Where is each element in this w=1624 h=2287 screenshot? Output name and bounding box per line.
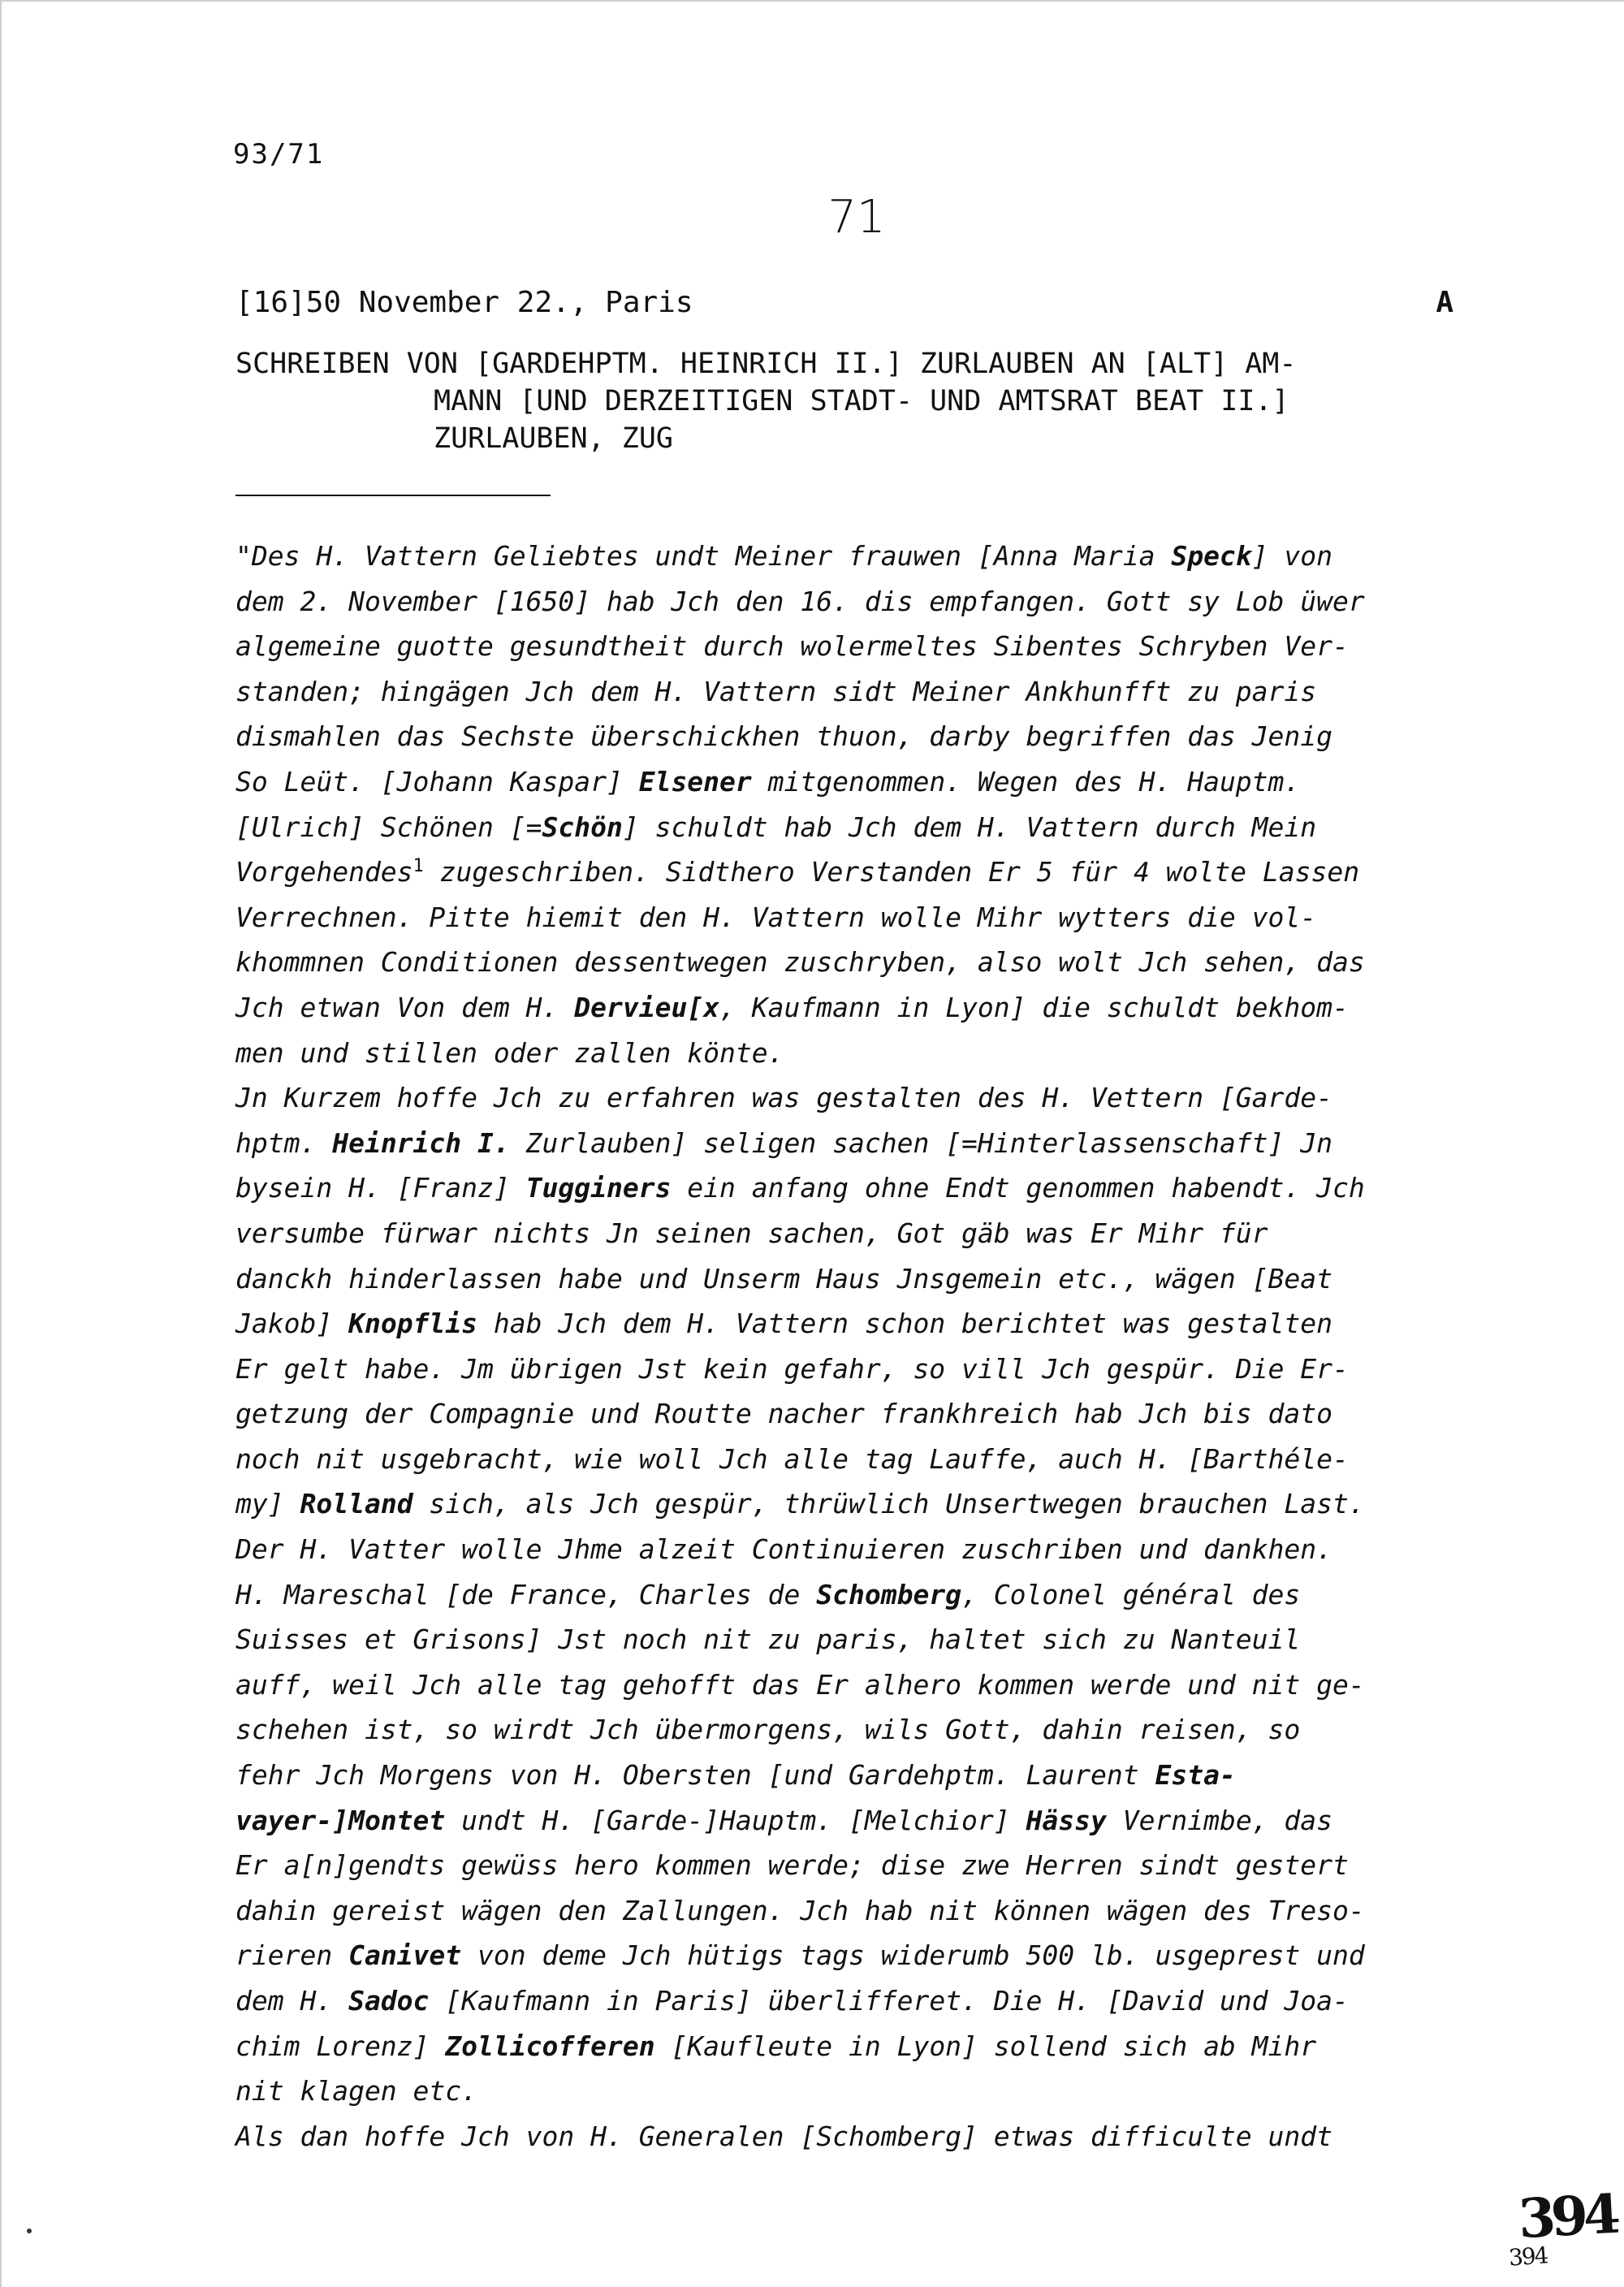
date-place: [16]50 November 22., Paris [235,286,693,319]
text-run: , Kaufmann in Lyon] die schuldt bekhom- [719,991,1349,1023]
name-bold: Dervieu[x [574,991,720,1023]
body-line [235,805,1490,850]
text-run: schehen ist, so wirdt Jch übermorgens, wils Gott, dahin reisen, so [235,1714,1301,1746]
text-run: standen; hingägen Jch dem H. Vattern sidt Meiner Ankhunfft zu paris [235,675,1317,707]
text-run: [Kaufleute in Lyon] sollend sich ab Mihr [654,2030,1317,2062]
body-line [235,759,1490,805]
text-run: rieren [235,1939,349,1972]
body-line [235,1347,1490,1392]
text-run: Er a[n]gendts gewüss hero kommen werde; dise zwe Herren sindt gestert [235,1849,1349,1882]
body-line [235,850,1490,895]
text-run: auff, weil Jch alle tag gehofft das Er alhero kommen werde und nit ge- [235,1668,1365,1701]
body-line [235,1617,1490,1662]
text-run: danckh hinderlassen habe und Unserm Haus Jnsgemein etc., wägen [Beat [235,1262,1333,1295]
text-run: H. Mareschal [de France, Charles de [235,1578,817,1610]
text-run: Verrechnen. Pitte hiemit den H. Vattern wolle Mihr wytters die vol- [235,901,1317,933]
body-line [235,1256,1490,1302]
text-run: Jn Kurzem hoffe Jch zu erfahren was gestalten des H. Vettern [Garde- [235,1082,1333,1114]
text-run: , Colonel général des [961,1578,1301,1610]
body-line [235,1707,1490,1753]
text-run: sich, als Jch gespür, thrüwlich Unsertwegen brauchen Last. [412,1488,1365,1520]
body-line [235,1391,1490,1437]
text-run: dem 2. November [1650] hab Jch den 16. dis empfangen. Gott sy Lob üwer [235,585,1365,617]
body-line [235,1933,1490,1978]
name-bold: Elsener [638,765,752,798]
archive-reference: 93/71 [233,138,325,171]
heading-line: ZURLAUBEN, ZUG [434,422,674,455]
name-bold: Speck [1171,540,1252,572]
name-bold: Sadoc [348,1985,430,2017]
body-line [235,2069,1490,2114]
text-run: algemeine guotte gesundtheit durch wolermeltes Sibentes Schryben Ver- [235,630,1349,663]
text-run: Als dan hoffe Jch von H. Generalen [Schomberg] etwas difficulte undt [235,2120,1333,2152]
body-line [235,1843,1490,1888]
text-run: [Ulrich] Schönen [= [235,811,542,843]
body-line [235,1031,1490,1076]
text-run: ] schuldt hab Jch dem H. Vattern durch Mein [622,811,1317,843]
body-line [235,1978,1490,2024]
text-run: Jch etwan Von dem H. [235,991,575,1023]
body-line [235,1798,1490,1844]
body-line [235,985,1490,1031]
body-line [235,2114,1490,2159]
body-line [235,1527,1490,1572]
heading-line: MANN [UND DERZEITIGEN STADT- UND AMTSRAT BEAT II.] [434,385,1289,417]
body-line [235,2024,1490,2069]
text-run: men und stillen oder zallen könte. [235,1036,784,1069]
body-line [235,1165,1490,1211]
name-bold: Zollicofferen [445,2030,655,2062]
text-run: Vernimbe, das [1106,1804,1333,1836]
text-run: Vorgehendes [235,856,413,888]
name-bold: Knopflis [348,1308,478,1340]
text-run: khommnen Conditionen dessentwegen zuschryben, also wolt Jch sehen, das [235,946,1365,979]
body-line [235,624,1490,669]
text-run: [Kaufmann in Paris] überlifferet. Die H. [David und Joa- [429,1985,1349,2017]
text-run: hab Jch dem H. Vattern schon berichtet was gestalten [477,1308,1333,1340]
classification-letter: A [1436,286,1453,319]
body-line [235,534,1490,579]
text-run: Suisses et Grisons] Jst noch nit zu paris, haltet sich zu Nanteuil [235,1623,1301,1656]
name-bold: Tugginers [525,1172,672,1204]
body-line [235,1572,1490,1618]
text-run: my] [235,1488,300,1520]
heading-line: SCHREIBEN VON [GARDEHPTM. HEINRICH II.] ZURLAUBEN AN [ALT] AM- [235,348,1297,380]
text-run: von deme Jch hütigs tags widerumb 500 lb. usgeprest und [461,1939,1365,1972]
text-run: "Des H. Vattern Geliebtes undt Meiner frauwen [Anna Maria [235,540,1172,572]
text-run: So Leüt. [Johann Kaspar] [235,765,639,798]
name-bold: Heinrich I. [332,1126,510,1159]
text-run: zugeschriben. Sidthero Verstanden Er 5 für 4 wolte Lassen [423,856,1360,888]
name-bold: Rolland [300,1488,413,1520]
body-line [235,579,1490,625]
text-run: ] von [1251,540,1333,572]
text-run: Der H. Vatter wolle Jhme alzeit Continuieren zuschriben und dankhen. [235,1533,1333,1566]
body-line [235,1888,1490,1934]
body-line [235,714,1490,759]
name-bold: Esta- [1155,1759,1236,1792]
body-line [235,1662,1490,1708]
text-run: versumbe fürwar nichts Jn seinen sachen, Got gäb was Er Mihr für [235,1217,1268,1249]
letter-body [235,534,1490,2159]
body-line [235,1121,1490,1166]
text-run: fehr Jch Morgens von H. Obersten [und Gardehptm. Laurent [235,1759,1155,1792]
body-line [235,1075,1490,1121]
text-run: getzung der Compagnie und Routte nacher frankhreich hab Jch bis dato [235,1398,1333,1430]
body-line [235,940,1490,985]
handwritten-page-number-small: 394 [1507,2242,1548,2272]
text-run: dismahlen das Sechste überschickhen thuon, darby begriffen das Jenig [235,720,1333,753]
text-run: noch nit usgebracht, wie woll Jch alle tag Lauffe, auch H. [Barthéle- [235,1442,1349,1475]
text-run: dahin gereist wägen den Zallungen. Jch hab nit können wägen des Treso- [235,1894,1365,1926]
text-run: ein anfang ohne Endt genommen habendt. Jch [671,1172,1365,1204]
name-bold: Schön [542,811,623,843]
name-bold: vayer-]Montet [235,1804,446,1836]
text-run: mitgenommen. Wegen des H. Hauptm. [751,765,1301,798]
name-bold: Hässy [1026,1804,1107,1836]
body-line [235,1437,1490,1482]
text-run: undt H. [Garde-]Hauptm. [Melchior] [445,1804,1026,1836]
text-run: bysein H. [Franz] [235,1172,526,1204]
text-run: nit klagen etc. [235,2075,478,2108]
body-line [235,895,1490,940]
text-run: Jakob] [235,1308,349,1340]
text-run: Zurlauben] seligen sachen [=Hinterlassenschaft] Jn [509,1126,1333,1159]
body-line [235,1211,1490,1256]
margin-mark [27,2229,32,2233]
name-bold: Canivet [348,1939,462,1972]
text-run: dem H. [235,1985,349,2017]
name-bold: Schomberg [816,1578,962,1610]
document-number: 71 [827,191,886,244]
body-line [235,1481,1490,1527]
body-line [235,669,1490,715]
body-line [235,1753,1490,1798]
handwritten-page-number: 394 [1517,2181,1618,2251]
document-heading [235,345,1462,457]
text-run: chim Lorenz] [235,2030,446,2062]
divider-rule [235,495,551,496]
text-run: hptm. [235,1126,333,1159]
body-line [235,1301,1490,1347]
date-place-line [235,286,1453,319]
footnote-marker: 1 [412,856,424,877]
text-run: Er gelt habe. Jm übrigen Jst kein gefahr, so vill Jch gespür. Die Er- [235,1352,1349,1385]
